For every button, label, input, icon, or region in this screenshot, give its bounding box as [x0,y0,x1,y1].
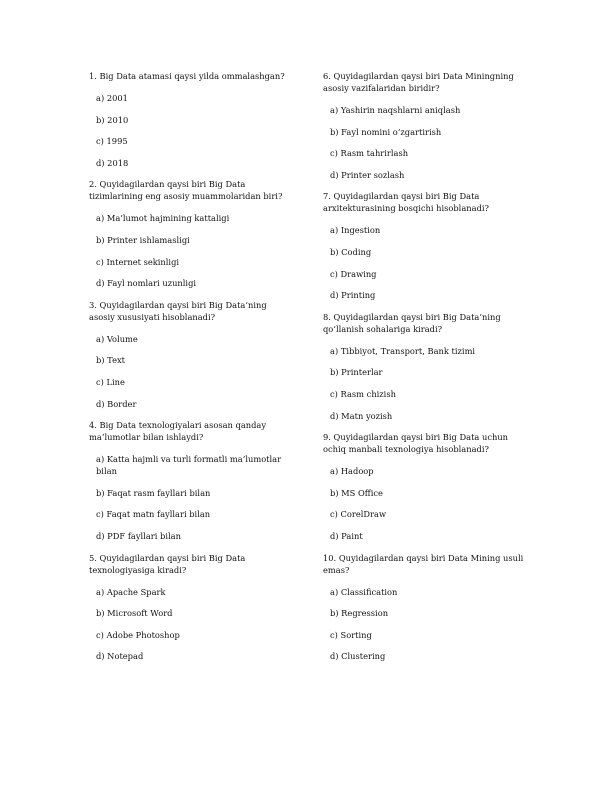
option-c: c) Line [96,376,125,387]
option-b: b) Coding [330,246,372,257]
option-d: d) Printer sozlash [330,169,405,180]
option-d: d) Notepad [96,651,144,662]
question-2 [89,178,291,289]
option-c: c) CorelDraw [330,509,387,520]
left-column [89,70,291,672]
option-a: a) Katta hajmli va turli formatli ma’lumotlar bilan [96,454,282,477]
option-c: c) Sorting [330,629,372,640]
option-a: a) Apache Spark [96,586,166,597]
option-b: b) Regression [330,608,389,619]
option-b: b) Fayl nomini o‘zgartirish [330,126,442,137]
option-a: a) Hadoop [330,466,374,477]
question-7 [323,190,525,301]
option-c: c) Rasm tahrirlash [330,148,409,159]
question-text: 1. Big Data atamasi qaysi yilda ommalashgan? [89,71,285,81]
option-d: d) Paint [330,530,363,541]
question-text: 9. Quyidagilardan qaysi biri Big Data uchun ochiq manbali texnologiya hisoblanadi? [323,432,509,455]
question-1 [89,70,291,169]
option-c: c) Internet sekinligi [96,256,180,267]
question-3 [89,299,291,410]
question-text: 8. Quyidagilardan qaysi biri Big Data’ning qo‘llanish sohalariga kiradi? [323,311,501,334]
option-b: b) Printerlar [330,367,383,378]
option-a: a) 2001 [96,93,128,103]
option-d: d) Printing [330,290,376,301]
option-c: c) Faqat matn fayllari bilan [96,509,211,520]
option-a: a) Yashirin naqshlarni aniqlash [330,105,461,115]
question-4 [89,419,291,542]
option-a: a) Tibbiyot, Transport, Bank tizimi [330,345,476,356]
question-6 [323,70,525,181]
question-10 [323,552,525,663]
option-d: d) PDF fayllari bilan [96,530,181,541]
question-9 [323,431,525,542]
question-text: 4. Big Data texnologiyalari asosan qanday ma’lumotlar bilan ishlaydi? [89,420,267,443]
option-a: a) Ingestion [330,225,381,236]
option-b: b) 2010 [96,114,129,125]
option-c: c) Rasm chizish [330,388,396,399]
question-text: 7. Quyidagilardan qaysi biri Big Data arxitekturasining bosqichi hisoblanadi? [323,191,489,214]
question-text: 5. Quyidagilardan qaysi biri Big Data texnologiyasiga kiradi? [89,552,246,575]
option-d: d) 2018 [96,157,129,168]
question-text: 10. Quyidagilardan qaysi biri Data Mining usuli emas? [323,552,524,575]
right-column [323,70,525,672]
option-a: a) Volume [96,333,138,344]
option-c: c) Drawing [330,268,377,279]
option-a: a) Ma’lumot hajmining kattaligi [96,213,230,224]
question-text: 2. Quyidagilardan qaysi biri Big Data tizimlarining eng asosiy muammolaridan biri? [89,179,283,202]
option-d: d) Clustering [330,651,386,662]
option-c: c) Adobe Photoshop [96,629,180,640]
option-b: b) Text [96,355,125,366]
option-d: d) Fayl nomlari uzunligi [96,278,197,289]
option-b: b) Microsoft Word [96,608,173,619]
option-d: d) Matn yozish [330,410,393,421]
question-8 [323,311,525,422]
question-text: 3. Quyidagilardan qaysi biri Big Data’ning asosiy xususiyati hisoblanadi? [89,299,267,322]
option-d: d) Border [96,398,137,409]
option-a: a) Classification [330,586,398,597]
option-c: c) 1995 [96,136,128,147]
option-b: b) Printer ishlamasligi [96,234,190,245]
question-text: 6. Quyidagilardan qaysi biri Data Miningning asosiy vazifalaridan biridir? [323,71,514,93]
option-b: b) Faqat rasm fayllari bilan [96,487,211,498]
question-5 [89,552,291,663]
option-b: b) MS Office [330,487,383,498]
